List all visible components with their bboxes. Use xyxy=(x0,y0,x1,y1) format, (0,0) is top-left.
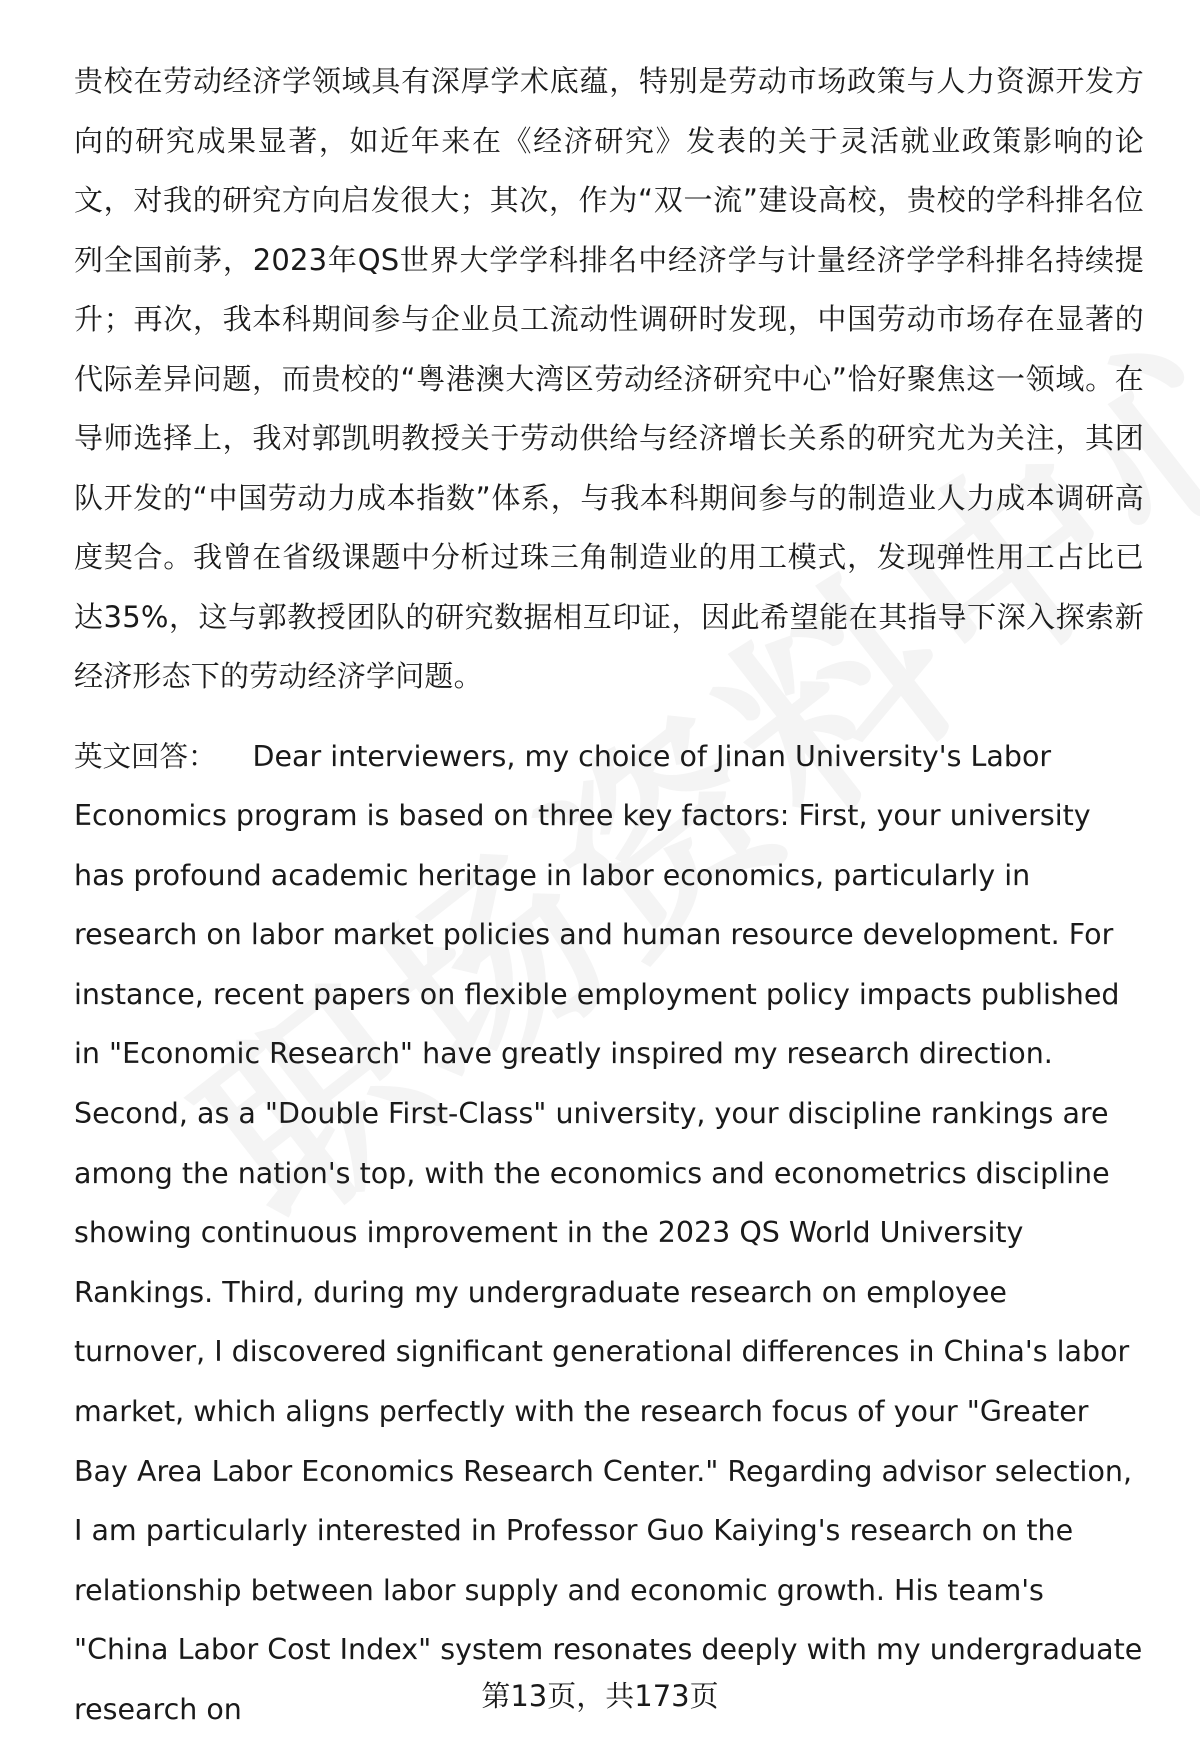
chinese-answer-paragraph: 贵校在劳动经济学领域具有深厚学术底蕴，特别是劳动市场政策与人力资源开发方向的研究成果显著，如近年来在《经济研究》发表的关于灵活就业政策影响的论文，对我的研究方向启发很大；其次，作为“双一流”建设高校，贵校的学科排名位列全国前茅，2023年QS世界大学学科排名中经济学与计量经济学学科排名持续提升；再次，我本科期间参与企业员工流动性调研时发现，中国劳动市场存在显著的代际差异问题，而贵校的“粤港澳大湾区劳动经济研究中心”恰好聚焦这一领域。在导师选择上，我对郭凯明教授关于劳动供给与经济增长关系的研究尤为关注，其团队开发的“中国劳动力成本指数”体系，与我本科期间参与的制造业人力成本调研高度契合。我曾在省级课题中分析过珠三角制造业的用工模式，发现弹性用工占比已达35%，这与郭教授团队的研究数据相互印证，因此希望能在其指导下深入探索新经济形态下的劳动经济学问题。 xyxy=(74,64,1144,693)
english-answer-label: 英文回答： xyxy=(74,739,217,773)
english-answer-text: Dear interviewers, my choice of Jinan University's Labor Economics program is based on three key factors: First, your university has profound academic heritage in labor economics, particularly in research on labor market policies and human resource development. For instance, recent papers on flexible employment policy impacts published in "Economic Research" have greatly inspired my research direction. Second, as a "Double First-Class" university, your discipline rankings are among the nation's top, with the economics and econometrics discipline showing continuous improvement in the 2023 QS World University Rankings. Third, during my undergraduate research on employee turnover, I discovered significant generational differences in China's labor market, which aligns perfectly with the research focus of your "Greater Bay Area Labor Economics Research Center." Regarding advisor selection, I am particularly interested in Professor Guo Kaiying's research on the relationship between labor supply and economic growth. His team's "China Labor Cost Index" system resonates deeply with my undergraduate research on xyxy=(74,739,1143,1726)
english-answer-paragraph xyxy=(74,727,1144,1740)
page-number-footer: 第13页，共173页 xyxy=(481,1679,719,1713)
page-content xyxy=(74,52,1144,1740)
